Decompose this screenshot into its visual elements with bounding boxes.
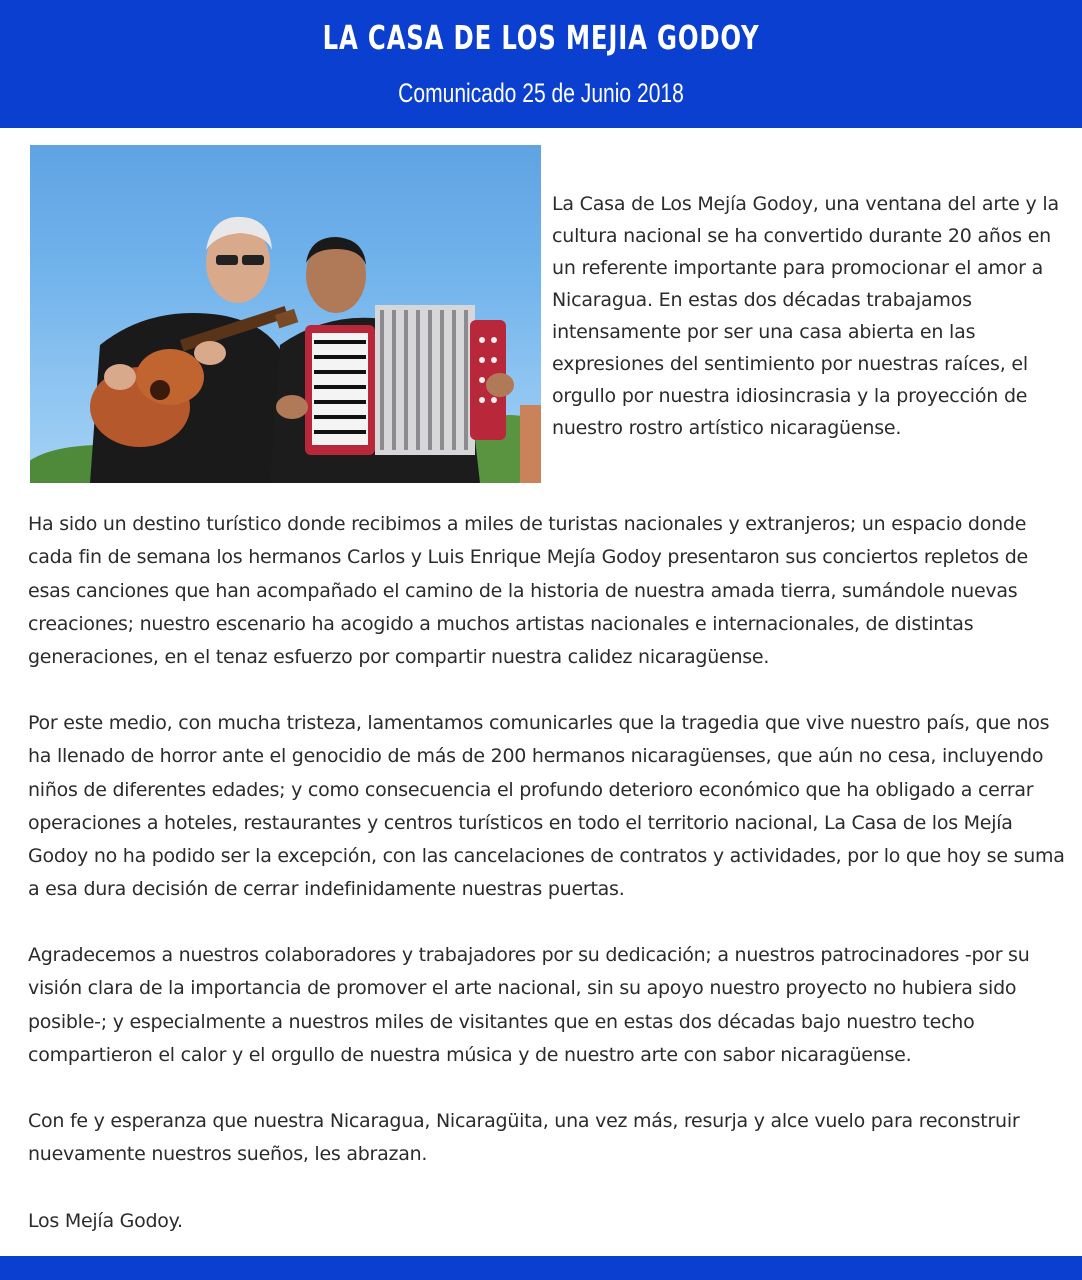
footer-bar: [0, 1256, 1082, 1280]
signature: Los Mejía Godoy.: [28, 1210, 183, 1232]
page-subtitle: Comunicado 25 de Junio 2018: [398, 78, 684, 108]
paragraph-closure: Por este medio, con mucha tristeza, lamentamos comunicarles que la tragedia que vive nuestro país, que nos ha llenado de horror ante el genocidio de más de 200 hermanos nicaragüenses, que aún no cesa, incluyendo niños de diferentes edades; y como consecuencia el profundo deterioro económico que ha obligado a cerrar operaciones a hoteles, restaurantes y centros turísticos en todo el territorio nacional, La Casa de los Mejía Godoy no ha podido ser la excepción, con las cancelaciones de contratos y actividades, por lo que hoy se suma a esa dura decisión de cerrar indefinidamente nuestras puertas.: [28, 712, 1065, 901]
intro-paragraph: La Casa de Los Mejía Godoy, una ventana del arte y la cultura nacional se ha convertido durante 20 años en un referente importante para promocionar el amor a Nicaragua. En estas dos décadas trabajamos intensamente por ser una casa abierta en las expresiones del sentimiento por nuestras raíces, el orgullo por nuestra idiosincrasia y la proyección de nuestro rostro artístico nicaragüense.: [552, 193, 1059, 439]
paragraph-tourism: Ha sido un destino turístico donde recibimos a miles de turistas nacionales y extranjeros; un espacio donde cada fin de semana los hermanos Carlos y Luis Enrique Mejía Godoy presentaron sus conciertos repletos de esas canciones que han acompañado el camino de la historia de nuestra amada tierra, sumándole nuevas creaciones; nuestro escenario ha acogido a muchos artistas nacionales e internacionales, de distintas generaciones, en el tenaz esfuerzo por compartir nuestra calidez nicaragüense.: [28, 513, 1028, 669]
musicians-photo: [30, 145, 541, 483]
header-banner: [0, 0, 1082, 128]
photo-illustration-icon: [30, 145, 541, 483]
page-title: LA CASA DE LOS MEJIA GODOY: [322, 18, 760, 57]
paragraph-thanks: Agradecemos a nuestros colaboradores y trabajadores por su dedicación; a nuestros patrocinadores -por su visión clara de la importancia de promover el arte nacional, sin su apoyo nuestro proyecto no hubiera sido posible-; y especialmente a nuestros miles de visitantes que en estas dos décadas bajo nuestro techo compartieron el calor y el orgullo de nuestra música y de nuestro arte con sabor nicaragüense.: [28, 944, 1030, 1066]
paragraph-hope: Con fe y esperanza que nuestra Nicaragua, Nicaragüita, una vez más, resurja y alce vuelo para reconstruir nuevamente nuestros sueños, les abrazan.: [28, 1110, 1020, 1166]
